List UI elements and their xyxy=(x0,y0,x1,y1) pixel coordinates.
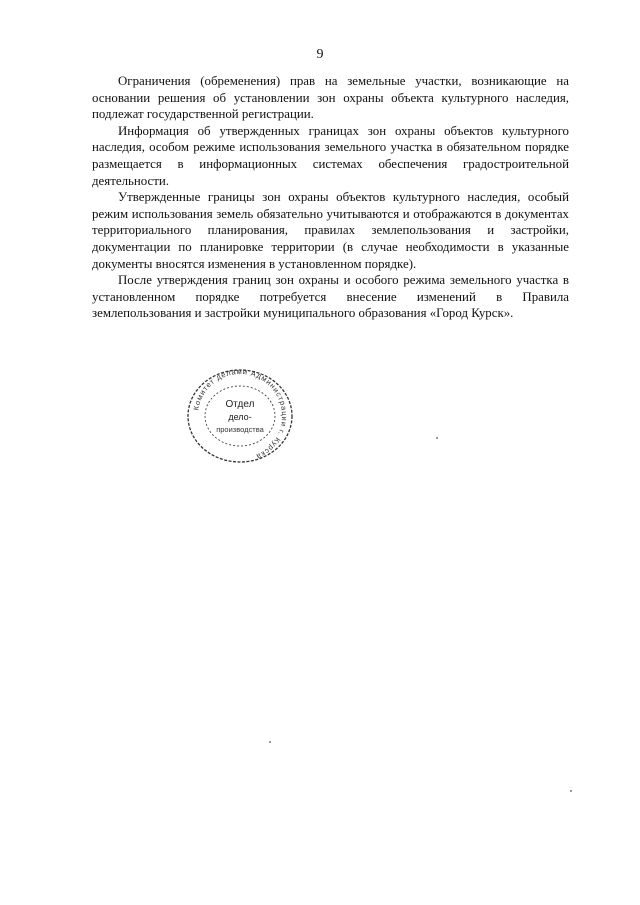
scan-speck xyxy=(436,437,438,439)
paragraph-4: После утверждения границ зон охраны и особого режима земельного участка в установленном порядке потребуется внесение изменений в Правила землепользования и застройки муниципального образования «Город Курск». xyxy=(92,273,569,321)
paragraph-3: Утвержденные границы зон охраны объектов культурного наследия, особый режим использования земель обязательно учитываются и отображаются в документах территориального планирования, правилах землепользования и застройки, документации по планировке территории (в случае необходимости в указанные документы вносятся изменения в установленном порядке). xyxy=(92,190,569,271)
paragraph-1: Ограничения (обременения) прав на земельные участки, возникающие на основании решения об установлении зон охраны объекта культурного наследия, подлежат государственной регистрации. xyxy=(92,74,569,122)
document-body xyxy=(92,73,569,322)
paragraph-2: Информация об утвержденных границах зон охраны объектов культурного наследия, особом режиме использования земельного участка в обязательном порядке размещается в информационных системах обеспечения градостроительной деятельности. xyxy=(92,123,569,188)
official-stamp xyxy=(180,360,300,465)
stamp-line-2: дело- xyxy=(228,412,252,422)
page-number: 9 xyxy=(316,47,324,62)
stamp-line-3: производства xyxy=(216,425,264,434)
stamp-ring-text: Комитет делами Администрации г. Курска xyxy=(191,366,290,462)
scan-speck xyxy=(570,790,572,792)
stamp-line-1: Отдел xyxy=(225,399,255,410)
scan-speck xyxy=(269,741,271,743)
